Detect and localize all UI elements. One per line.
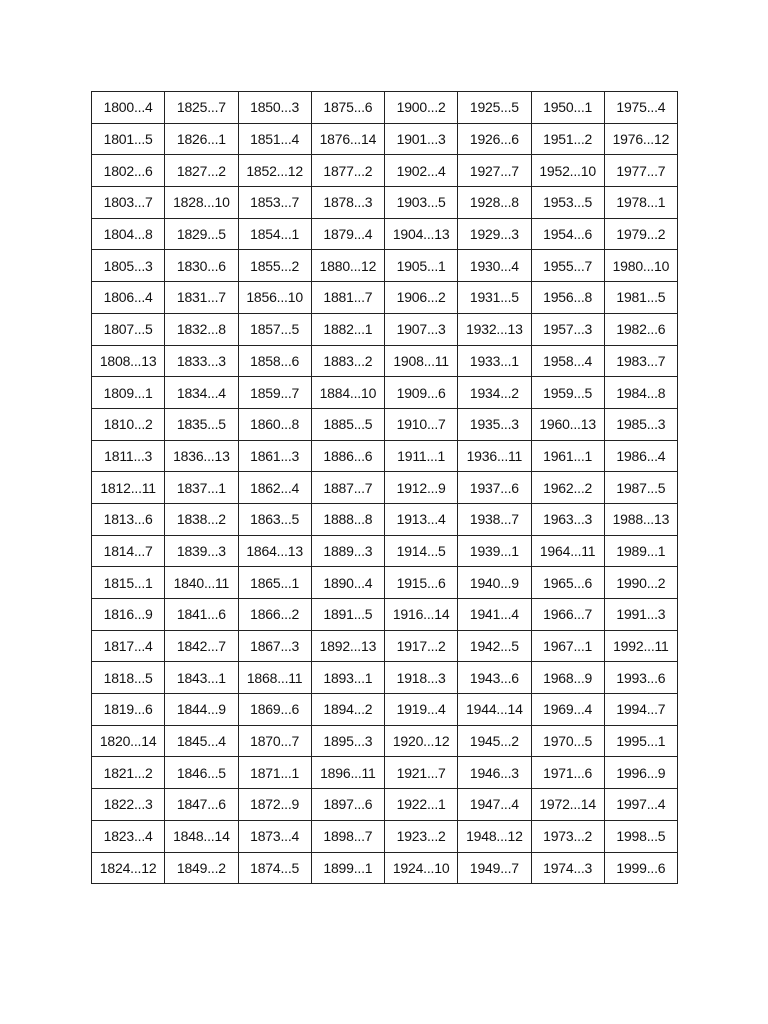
year-cell: 1921...7 <box>385 757 458 789</box>
year-cell: 1882...1 <box>311 313 384 345</box>
year-cell: 1899...1 <box>311 852 384 884</box>
year-cell: 1987...5 <box>604 472 677 504</box>
year-cell: 1935...3 <box>458 408 531 440</box>
year-cell: 1872...9 <box>238 789 311 821</box>
year-cell: 1891...5 <box>311 599 384 631</box>
year-cell: 1954...6 <box>531 218 604 250</box>
year-cell: 1827...2 <box>165 155 238 187</box>
year-cell: 1885...5 <box>311 408 384 440</box>
year-cell: 1886...6 <box>311 440 384 472</box>
year-cell: 1943...6 <box>458 662 531 694</box>
year-cell: 1873...4 <box>238 820 311 852</box>
year-cell: 1811...3 <box>92 440 165 472</box>
year-cell: 1834...4 <box>165 377 238 409</box>
year-cell: 1981...5 <box>604 282 677 314</box>
year-cell: 1832...8 <box>165 313 238 345</box>
year-cell: 1959...5 <box>531 377 604 409</box>
year-cell: 1830...6 <box>165 250 238 282</box>
year-cell: 1993...6 <box>604 662 677 694</box>
year-cell: 1911...1 <box>385 440 458 472</box>
year-cell: 1824...12 <box>92 852 165 884</box>
year-cell: 1980...10 <box>604 250 677 282</box>
year-cell: 1856...10 <box>238 282 311 314</box>
year-cell: 1929...3 <box>458 218 531 250</box>
year-cell: 1940...9 <box>458 567 531 599</box>
year-cell: 1913...4 <box>385 503 458 535</box>
year-cell: 1820...14 <box>92 725 165 757</box>
year-cell: 1992...11 <box>604 630 677 662</box>
table-row <box>92 155 678 187</box>
year-cell: 1986...4 <box>604 440 677 472</box>
year-cell: 1895...3 <box>311 725 384 757</box>
year-cell: 1945...2 <box>458 725 531 757</box>
year-cell: 1978...1 <box>604 187 677 219</box>
year-cell: 1996...9 <box>604 757 677 789</box>
year-cell: 1887...7 <box>311 472 384 504</box>
year-cell: 1927...7 <box>458 155 531 187</box>
year-cell: 1951...2 <box>531 123 604 155</box>
year-cell: 1853...7 <box>238 187 311 219</box>
year-cell: 1984...8 <box>604 377 677 409</box>
year-cell: 1880...12 <box>311 250 384 282</box>
year-cell: 1968...9 <box>531 662 604 694</box>
year-cell: 1920...12 <box>385 725 458 757</box>
year-cell: 1877...2 <box>311 155 384 187</box>
year-cell: 1817...4 <box>92 630 165 662</box>
year-cell: 1884...10 <box>311 377 384 409</box>
year-cell: 1991...3 <box>604 599 677 631</box>
year-cell: 1973...2 <box>531 820 604 852</box>
year-cell: 1949...7 <box>458 852 531 884</box>
year-cell: 1855...2 <box>238 250 311 282</box>
year-cell: 1861...3 <box>238 440 311 472</box>
year-cell: 1863...5 <box>238 503 311 535</box>
year-cell: 1847...6 <box>165 789 238 821</box>
year-cell: 1803...7 <box>92 187 165 219</box>
year-cell: 1962...2 <box>531 472 604 504</box>
year-cell: 1990...2 <box>604 567 677 599</box>
year-cell: 1907...3 <box>385 313 458 345</box>
year-cell: 1938...7 <box>458 503 531 535</box>
table-row <box>92 218 678 250</box>
year-cell: 1898...7 <box>311 820 384 852</box>
year-cell: 1903...5 <box>385 187 458 219</box>
year-cell: 1858...6 <box>238 345 311 377</box>
year-cell: 1955...7 <box>531 250 604 282</box>
year-cell: 1912...9 <box>385 472 458 504</box>
year-cell: 1958...4 <box>531 345 604 377</box>
year-cell: 1879...4 <box>311 218 384 250</box>
year-cell: 1963...3 <box>531 503 604 535</box>
table-row <box>92 408 678 440</box>
year-cell: 1826...1 <box>165 123 238 155</box>
year-cell: 1845...4 <box>165 725 238 757</box>
year-cell: 1933...1 <box>458 345 531 377</box>
year-cell: 1897...6 <box>311 789 384 821</box>
table-row <box>92 345 678 377</box>
year-cell: 1821...2 <box>92 757 165 789</box>
year-cell: 1889...3 <box>311 535 384 567</box>
year-cell: 1939...1 <box>458 535 531 567</box>
year-cell: 1846...5 <box>165 757 238 789</box>
year-cell: 1857...5 <box>238 313 311 345</box>
year-cell: 1925...5 <box>458 92 531 124</box>
year-cell: 1840...11 <box>165 567 238 599</box>
year-cell: 1819...6 <box>92 694 165 726</box>
year-cell: 1944...14 <box>458 694 531 726</box>
table-row <box>92 472 678 504</box>
year-cell: 1950...1 <box>531 92 604 124</box>
year-cell: 1971...6 <box>531 757 604 789</box>
year-cell: 1835...5 <box>165 408 238 440</box>
year-cell: 1904...13 <box>385 218 458 250</box>
year-cell: 1843...1 <box>165 662 238 694</box>
year-cell: 1905...1 <box>385 250 458 282</box>
year-cell: 1805...3 <box>92 250 165 282</box>
year-cell: 1815...1 <box>92 567 165 599</box>
year-cell: 1851...4 <box>238 123 311 155</box>
year-cell: 1923...2 <box>385 820 458 852</box>
year-cell: 1867...3 <box>238 630 311 662</box>
year-cell: 1812...11 <box>92 472 165 504</box>
year-cell: 1961...1 <box>531 440 604 472</box>
year-cell: 1841...6 <box>165 599 238 631</box>
year-cell: 1919...4 <box>385 694 458 726</box>
year-cell: 1947...4 <box>458 789 531 821</box>
year-cell: 1833...3 <box>165 345 238 377</box>
year-cell: 1804...8 <box>92 218 165 250</box>
year-cell: 1801...5 <box>92 123 165 155</box>
year-cell: 1874...5 <box>238 852 311 884</box>
year-cell: 1917...2 <box>385 630 458 662</box>
year-cell: 1966...7 <box>531 599 604 631</box>
year-cell: 1809...1 <box>92 377 165 409</box>
table-row <box>92 820 678 852</box>
year-cell: 1995...1 <box>604 725 677 757</box>
table-row <box>92 377 678 409</box>
table-row <box>92 599 678 631</box>
year-cell: 1989...1 <box>604 535 677 567</box>
year-cell: 1869...6 <box>238 694 311 726</box>
year-cell: 1994...7 <box>604 694 677 726</box>
year-cell: 1864...13 <box>238 535 311 567</box>
year-cell: 1918...3 <box>385 662 458 694</box>
year-cell: 1810...2 <box>92 408 165 440</box>
year-cell: 1862...4 <box>238 472 311 504</box>
year-cell: 1930...4 <box>458 250 531 282</box>
year-cell: 1849...2 <box>165 852 238 884</box>
year-cell: 1814...7 <box>92 535 165 567</box>
year-cell: 1802...6 <box>92 155 165 187</box>
year-cell: 1924...10 <box>385 852 458 884</box>
year-cell: 1953...5 <box>531 187 604 219</box>
table-row <box>92 852 678 884</box>
year-cell: 1975...4 <box>604 92 677 124</box>
year-cell: 1960...13 <box>531 408 604 440</box>
year-cell: 1806...4 <box>92 282 165 314</box>
table-row <box>92 725 678 757</box>
year-cell: 1875...6 <box>311 92 384 124</box>
year-cell: 1868...11 <box>238 662 311 694</box>
year-cell: 1952...10 <box>531 155 604 187</box>
table-row <box>92 187 678 219</box>
table-row <box>92 92 678 124</box>
year-cell: 1859...7 <box>238 377 311 409</box>
year-cell: 1999...6 <box>604 852 677 884</box>
year-cell: 1829...5 <box>165 218 238 250</box>
year-cell: 1914...5 <box>385 535 458 567</box>
year-cell: 1883...2 <box>311 345 384 377</box>
year-cell: 1893...1 <box>311 662 384 694</box>
year-cell: 1969...4 <box>531 694 604 726</box>
table-row <box>92 123 678 155</box>
year-cell: 1816...9 <box>92 599 165 631</box>
year-cell: 1985...3 <box>604 408 677 440</box>
table-row <box>92 567 678 599</box>
year-cell: 1948...12 <box>458 820 531 852</box>
year-cell: 1854...1 <box>238 218 311 250</box>
year-cell: 1888...8 <box>311 503 384 535</box>
year-cell: 1937...6 <box>458 472 531 504</box>
year-cell: 1878...3 <box>311 187 384 219</box>
year-cell: 1931...5 <box>458 282 531 314</box>
year-cell: 1902...4 <box>385 155 458 187</box>
year-cell: 1900...2 <box>385 92 458 124</box>
year-cell: 1881...7 <box>311 282 384 314</box>
table-row <box>92 535 678 567</box>
year-cell: 1908...11 <box>385 345 458 377</box>
year-cell: 1808...13 <box>92 345 165 377</box>
year-cell: 1928...8 <box>458 187 531 219</box>
year-calendar-table <box>91 91 678 884</box>
year-cell: 1957...3 <box>531 313 604 345</box>
table-row <box>92 503 678 535</box>
table-row <box>92 630 678 662</box>
year-cell: 1941...4 <box>458 599 531 631</box>
year-cell: 1836...13 <box>165 440 238 472</box>
year-cell: 1842...7 <box>165 630 238 662</box>
year-cell: 1922...1 <box>385 789 458 821</box>
year-cell: 1844...9 <box>165 694 238 726</box>
year-cell: 1839...3 <box>165 535 238 567</box>
year-cell: 1865...1 <box>238 567 311 599</box>
year-cell: 1942...5 <box>458 630 531 662</box>
year-cell: 1974...3 <box>531 852 604 884</box>
year-cell: 1977...7 <box>604 155 677 187</box>
year-cell: 1970...5 <box>531 725 604 757</box>
year-cell: 1894...2 <box>311 694 384 726</box>
year-cell: 1982...6 <box>604 313 677 345</box>
year-cell: 1838...2 <box>165 503 238 535</box>
year-cell: 1823...4 <box>92 820 165 852</box>
year-cell: 1850...3 <box>238 92 311 124</box>
table-row <box>92 694 678 726</box>
year-cell: 1837...1 <box>165 472 238 504</box>
table-row <box>92 789 678 821</box>
year-cell: 1822...3 <box>92 789 165 821</box>
year-cell: 1909...6 <box>385 377 458 409</box>
year-cell: 1876...14 <box>311 123 384 155</box>
table-row <box>92 250 678 282</box>
table-row <box>92 440 678 472</box>
year-cell: 1946...3 <box>458 757 531 789</box>
year-cell: 1870...7 <box>238 725 311 757</box>
year-cell: 1828...10 <box>165 187 238 219</box>
year-cell: 1976...12 <box>604 123 677 155</box>
table-row <box>92 282 678 314</box>
year-cell: 1866...2 <box>238 599 311 631</box>
year-cell: 1998...5 <box>604 820 677 852</box>
year-calendar-table-body <box>92 92 678 884</box>
year-cell: 1916...14 <box>385 599 458 631</box>
year-cell: 1871...1 <box>238 757 311 789</box>
year-cell: 1964...11 <box>531 535 604 567</box>
year-cell: 1860...8 <box>238 408 311 440</box>
year-cell: 1890...4 <box>311 567 384 599</box>
year-cell: 1997...4 <box>604 789 677 821</box>
year-cell: 1965...6 <box>531 567 604 599</box>
year-cell: 1807...5 <box>92 313 165 345</box>
year-cell: 1936...11 <box>458 440 531 472</box>
table-row <box>92 757 678 789</box>
year-cell: 1934...2 <box>458 377 531 409</box>
year-cell: 1988...13 <box>604 503 677 535</box>
table-row <box>92 662 678 694</box>
year-cell: 1979...2 <box>604 218 677 250</box>
year-cell: 1906...2 <box>385 282 458 314</box>
year-cell: 1800...4 <box>92 92 165 124</box>
table-row <box>92 313 678 345</box>
year-cell: 1892...13 <box>311 630 384 662</box>
year-cell: 1848...14 <box>165 820 238 852</box>
year-cell: 1896...11 <box>311 757 384 789</box>
year-cell: 1967...1 <box>531 630 604 662</box>
year-cell: 1983...7 <box>604 345 677 377</box>
year-cell: 1915...6 <box>385 567 458 599</box>
year-cell: 1825...7 <box>165 92 238 124</box>
year-cell: 1910...7 <box>385 408 458 440</box>
year-cell: 1901...3 <box>385 123 458 155</box>
year-cell: 1818...5 <box>92 662 165 694</box>
year-cell: 1852...12 <box>238 155 311 187</box>
year-cell: 1956...8 <box>531 282 604 314</box>
year-cell: 1932...13 <box>458 313 531 345</box>
year-cell: 1972...14 <box>531 789 604 821</box>
year-cell: 1813...6 <box>92 503 165 535</box>
year-cell: 1926...6 <box>458 123 531 155</box>
year-cell: 1831...7 <box>165 282 238 314</box>
